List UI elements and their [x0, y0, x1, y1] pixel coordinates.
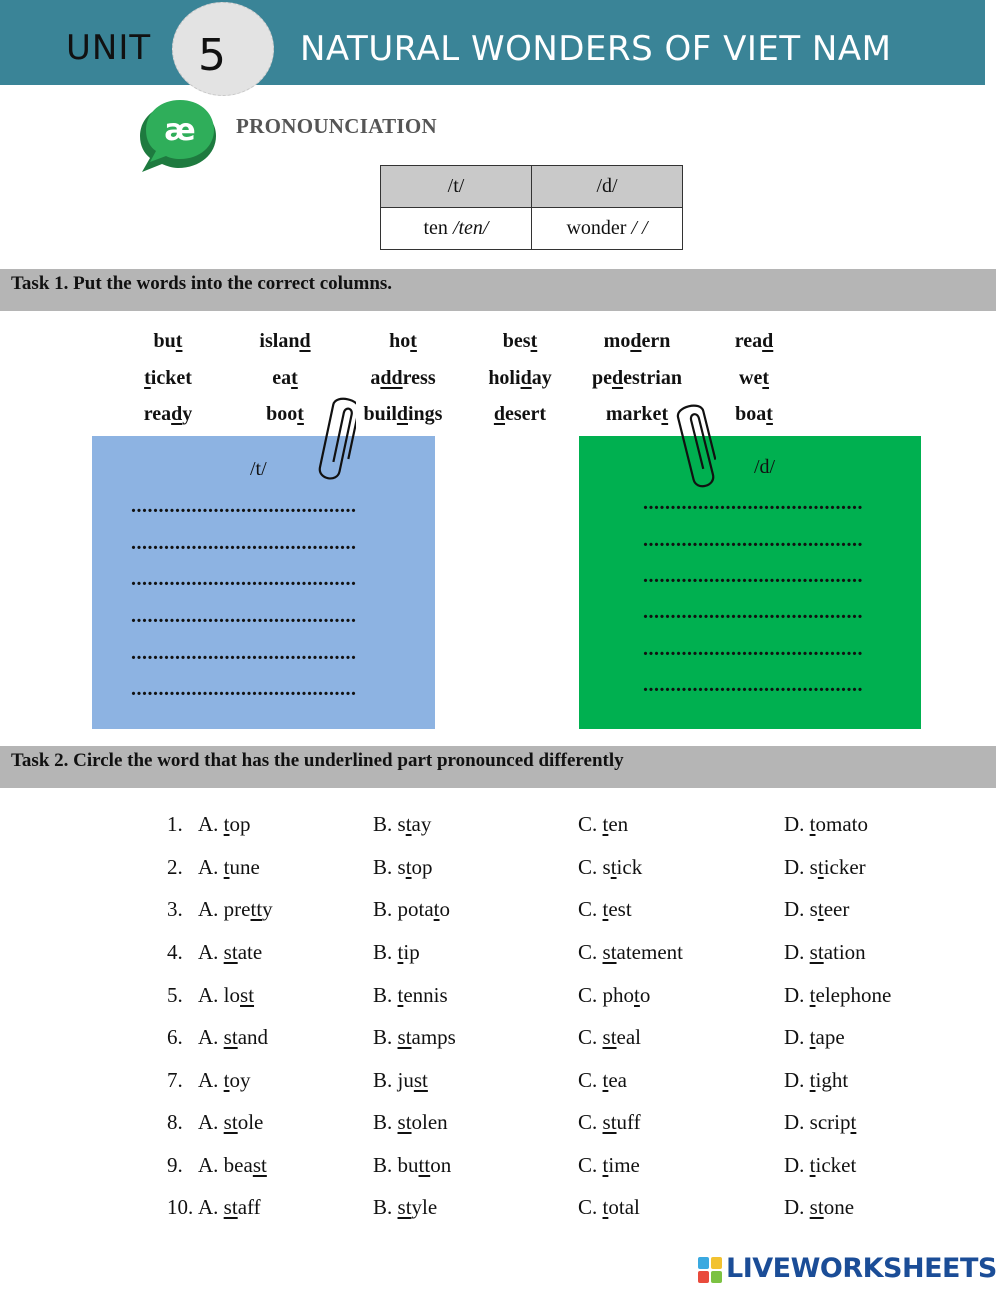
option-a[interactable]: A. stand — [198, 1025, 269, 1049]
table-header-d: /d/ — [532, 166, 683, 208]
option-b[interactable]: B. stay — [373, 812, 432, 836]
option-c[interactable]: C. steal — [578, 1025, 642, 1049]
speech-bubble-icon — [134, 98, 222, 176]
t-answer-line-2[interactable]: ......................................... — [131, 532, 357, 554]
option-a[interactable]: A. tune — [198, 855, 260, 879]
option-d[interactable]: D. steer — [784, 897, 850, 921]
word-item: but — [153, 330, 183, 352]
ae-symbol: æ — [164, 113, 196, 148]
option-b[interactable]: B. potato — [373, 897, 451, 921]
option-d[interactable]: D. tape — [784, 1025, 845, 1049]
d-answer-line-6[interactable]: ........................................ — [643, 674, 863, 696]
question-number: 4. — [167, 940, 183, 964]
option-d[interactable]: D. tight — [784, 1068, 849, 1092]
option-b[interactable]: B. tennis — [373, 983, 448, 1007]
question-number: 10. — [167, 1195, 194, 1219]
option-c[interactable]: C. stick — [578, 855, 643, 879]
word-item: modern — [603, 330, 671, 352]
word-item: address — [370, 367, 436, 389]
option-b[interactable]: B. just — [373, 1068, 428, 1092]
option-d[interactable]: D. station — [784, 940, 866, 964]
option-d[interactable]: D. script — [784, 1110, 857, 1134]
unit-label: UNIT — [66, 28, 152, 68]
option-c[interactable]: C. stuff — [578, 1110, 641, 1134]
d-answer-line-5[interactable]: ........................................ — [643, 638, 863, 660]
option-a[interactable]: A. pretty — [198, 897, 273, 921]
option-d[interactable]: D. sticker — [784, 855, 866, 879]
question-number: 3. — [167, 897, 183, 921]
word-item: ticket — [144, 367, 192, 389]
option-d[interactable]: D. stone — [784, 1195, 855, 1219]
word-item: hot — [389, 330, 417, 352]
option-b[interactable]: B. style — [373, 1195, 438, 1219]
question-number: 1. — [167, 812, 183, 836]
word-item: holiday — [488, 367, 552, 389]
task2-instruction: Task 2. Circle the word that has the underlined part pronounced differently — [11, 750, 624, 771]
pronunciation-title: PRONOUNCIATION — [236, 114, 437, 138]
liveworksheets-logo[interactable]: LIVEWORKSHEETS — [726, 1253, 997, 1284]
option-c[interactable]: C. ten — [578, 812, 629, 836]
option-b[interactable]: B. stop — [373, 855, 433, 879]
option-b[interactable]: B. button — [373, 1153, 452, 1177]
option-b[interactable]: B. stamps — [373, 1025, 456, 1049]
word-item: island — [259, 330, 311, 352]
option-c[interactable]: C. statement — [578, 940, 683, 964]
d-answer-line-3[interactable]: ........................................ — [643, 565, 863, 587]
liveworksheets-logo-icon — [698, 1257, 722, 1283]
unit-number: 5 — [198, 30, 226, 81]
option-b[interactable]: B. tip — [373, 940, 420, 964]
option-a[interactable]: A. staff — [198, 1195, 261, 1219]
word-item: wet — [739, 367, 769, 389]
t-answer-line-6[interactable]: ......................................... — [131, 678, 357, 700]
option-c[interactable]: C. time — [578, 1153, 640, 1177]
question-number: 2. — [167, 855, 183, 879]
task1-instruction: Task 1. Put the words into the correct columns. — [11, 273, 393, 294]
question-number: 5. — [167, 983, 183, 1007]
table-header-t: /t/ — [381, 166, 532, 208]
question-number: 6. — [167, 1025, 183, 1049]
word-item: boot — [266, 403, 304, 425]
question-number: 8. — [167, 1110, 183, 1134]
word-item: eat — [272, 367, 298, 389]
word-item: desert — [493, 403, 547, 425]
option-b[interactable]: B. stolen — [373, 1110, 448, 1134]
word-item: market — [605, 403, 669, 425]
t-answer-line-3[interactable]: ......................................... — [131, 568, 357, 590]
option-d[interactable]: D. ticket — [784, 1153, 857, 1177]
unit-title: NATURAL WONDERS OF VIET NAM — [300, 29, 892, 69]
t-answer-line-1[interactable]: ......................................... — [131, 495, 357, 517]
d-answer-line-1[interactable]: ........................................ — [643, 492, 863, 514]
d-note-label: /d/ — [754, 456, 776, 478]
option-a[interactable]: A. beast — [198, 1153, 267, 1177]
option-d[interactable]: D. telephone — [784, 983, 892, 1007]
word-item: read — [734, 330, 774, 352]
paperclip-icon — [676, 400, 716, 496]
option-a[interactable]: A. toy — [198, 1068, 251, 1092]
question-number: 7. — [167, 1068, 183, 1092]
option-c[interactable]: C. tea — [578, 1068, 628, 1092]
option-a[interactable]: A. lost — [198, 983, 255, 1007]
paperclip-icon — [316, 392, 356, 488]
word-item: buildings — [363, 403, 443, 425]
word-item: pedestrian — [591, 367, 682, 389]
option-c[interactable]: C. test — [578, 897, 632, 921]
word-item: boat — [735, 403, 773, 425]
t-answer-line-5[interactable]: ......................................... — [131, 642, 357, 664]
option-c[interactable]: C. photo — [578, 983, 651, 1007]
d-answer-line-4[interactable]: ........................................ — [643, 601, 863, 623]
question-number: 9. — [167, 1153, 183, 1177]
sound-reference-table — [380, 165, 683, 250]
table-example-t: ten /ten/ — [381, 208, 532, 250]
word-item: best — [502, 330, 538, 352]
option-d[interactable]: D. tomato — [784, 812, 869, 836]
option-a[interactable]: A. stole — [198, 1110, 264, 1134]
d-answer-line-2[interactable]: ........................................ — [643, 529, 863, 551]
option-c[interactable]: C. total — [578, 1195, 640, 1219]
t-note-label: /t/ — [250, 458, 267, 480]
table-example-d: wonder / / — [532, 208, 683, 250]
t-answer-line-4[interactable]: ......................................... — [131, 605, 357, 627]
option-a[interactable]: A. top — [198, 812, 251, 836]
word-item: ready — [143, 403, 193, 425]
option-a[interactable]: A. state — [198, 940, 263, 964]
